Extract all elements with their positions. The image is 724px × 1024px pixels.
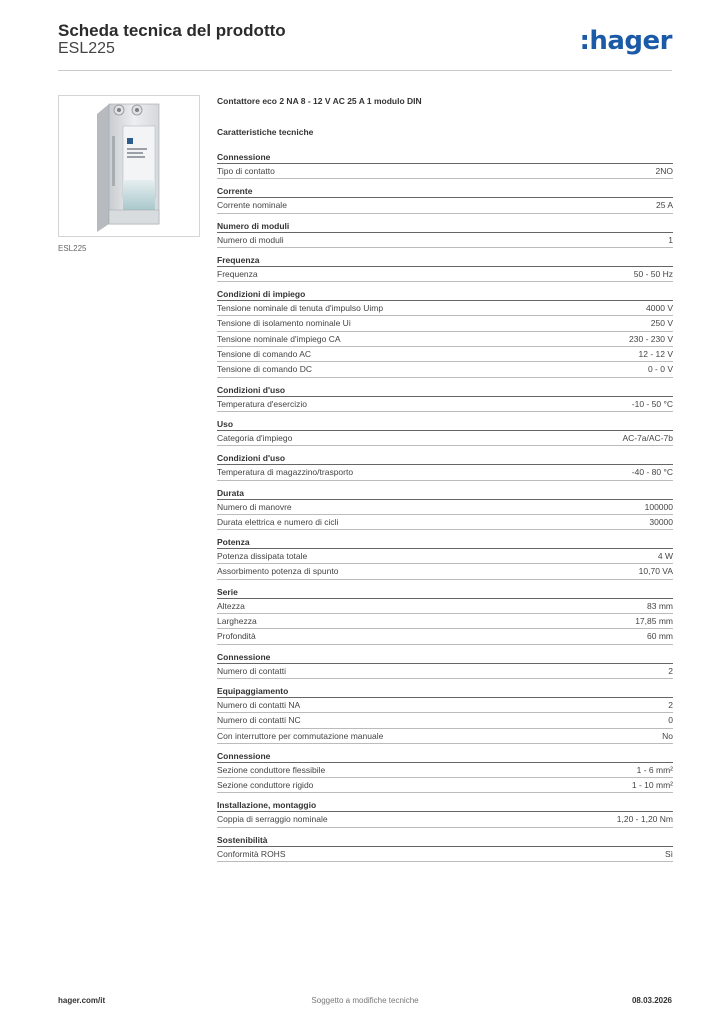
spec-label: Durata elettrica e numero di cicli [217,516,339,527]
section-title: Durata [217,485,673,500]
spec-row [217,812,673,827]
section-title: Uso [217,416,673,431]
spec-section [217,286,673,377]
spec-label: Categoria d'impiego [217,432,293,443]
spec-label: Tensione di comando AC [217,349,312,360]
spec-label: Numero di manovre [217,501,292,512]
page-header [58,20,672,71]
section-title: Equipaggiamento [217,683,673,698]
contactor-illustration [59,96,199,236]
tech-characteristics-title: Caratteristiche tecniche [217,127,314,137]
spec-value: 25 A [655,200,673,211]
section-title: Condizioni d'uso [217,450,673,465]
spec-label: Coppia di serraggio nominale [217,814,328,825]
section-title: Serie [217,584,673,599]
product-image [58,95,200,237]
spec-value: 30000 [649,516,673,527]
spec-row [217,515,673,530]
spec-value: 1 - 6 mm² [636,764,673,775]
spec-section [217,252,673,282]
spec-row [217,267,673,282]
spec-section [217,649,673,679]
spec-section [217,450,673,480]
hager-logo: :hager [579,26,672,56]
spec-section [217,218,673,248]
spec-label: Corrente nominale [217,200,287,211]
spec-section [217,584,673,645]
spec-section [217,183,673,213]
spec-value: 250 V [650,318,673,329]
spec-row [217,847,673,862]
spec-label: Altezza [217,600,245,611]
section-title: Connessione [217,748,673,763]
spec-row [217,599,673,614]
spec-row [217,778,673,793]
section-title: Sostenibilità [217,832,673,847]
spec-section [217,832,673,862]
spec-section [217,485,673,531]
section-title: Installazione, montaggio [217,797,673,812]
spec-label: Frequenza [217,268,258,279]
spec-content [217,95,673,862]
section-title: Condizioni d'uso [217,382,673,397]
spec-row [217,614,673,629]
spec-section [217,534,673,580]
spec-label: Con interruttore per commutazione manuale [217,730,384,741]
spec-value: -10 - 50 °C [631,398,673,409]
page-title: Scheda tecnica del prodotto [58,21,286,40]
spec-value: 0 - 0 V [647,364,673,375]
spec-label: Potenza dissipata totale [217,551,308,562]
page-footer [58,996,672,1010]
section-title: Corrente [217,183,673,198]
footer-date: 08.03.2026 [631,996,672,1005]
spec-row [217,629,673,644]
product-image-caption: ESL225 [58,244,87,253]
spec-row [217,164,673,179]
section-title: Potenza [217,534,673,549]
spec-value: Sì [664,848,673,859]
spec-label: Tensione nominale di tenuta d'impulso Uimp [217,303,384,314]
spec-value: 60 mm [647,631,673,642]
spec-row [217,431,673,446]
spec-label: Conformità ROHS [217,848,286,859]
spec-value: 0 [668,715,673,726]
product-description: Contattore eco 2 NA 8 - 12 V AC 25 A 1 modulo DIN [217,96,422,106]
spec-row [217,500,673,515]
spec-value: 83 mm [647,600,673,611]
spec-label: Temperatura di magazzino/trasporto [217,467,354,478]
spec-section [217,382,673,412]
spec-section [217,683,673,744]
spec-value: 230 - 230 V [629,333,673,344]
spec-row [217,713,673,728]
spec-label: Numero di contatti NA [217,699,301,710]
spec-label: Sezione conduttore flessibile [217,764,326,775]
spec-value: 4000 V [646,303,673,314]
spec-value: 1 [668,234,673,245]
spec-label: Numero di contatti [217,665,286,676]
section-title: Condizioni di impiego [217,286,673,301]
spec-label: Numero di moduli [217,234,284,245]
spec-row [217,763,673,778]
spec-section [217,416,673,446]
spec-sections [217,149,673,862]
spec-row [217,301,673,316]
spec-label: Temperatura d'esercizio [217,398,307,409]
footer-website: hager.com/it [58,996,106,1005]
spec-row [217,316,673,331]
spec-section [217,149,673,179]
spec-label: Tensione di comando DC [217,364,312,375]
spec-row [217,397,673,412]
spec-row [217,233,673,248]
spec-value: 12 - 12 V [638,349,673,360]
spec-value: No [662,730,673,741]
spec-row [217,347,673,362]
spec-section [217,748,673,794]
spec-label: Larghezza [217,616,257,627]
spec-row [217,549,673,564]
spec-row [217,465,673,480]
footer-notice: Soggetto a modifiche tecniche [311,996,419,1005]
section-title: Connessione [217,149,673,164]
spec-value: 2 [668,665,673,676]
spec-row [217,698,673,713]
spec-value: 100000 [644,501,673,512]
spec-row [217,198,673,213]
spec-value: 50 - 50 Hz [633,268,673,279]
spec-row [217,564,673,579]
spec-row [217,332,673,347]
spec-value: AC-7a/AC-7b [622,432,673,443]
spec-label: Numero di contatti NC [217,715,301,726]
spec-label: Tensione di isolamento nominale Ui [217,318,351,329]
section-title: Connessione [217,649,673,664]
spec-value: 1,20 - 1,20 Nm [616,814,673,825]
spec-label: Assorbimento potenza di spunto [217,566,339,577]
spec-label: Tipo di contatto [217,166,275,176]
spec-label: Sezione conduttore rigido [217,780,314,791]
spec-row [217,729,673,744]
spec-label: Profondità [217,631,256,642]
spec-value: 4 W [657,551,673,562]
spec-row [217,664,673,679]
product-code: ESL225 [58,40,115,57]
spec-value: 1 - 10 mm² [631,780,673,791]
spec-value: 17,85 mm [635,616,673,627]
spec-value: 2 [668,699,673,710]
spec-label: Tensione nominale d'impiego CA [217,333,341,344]
spec-value: 2NO [655,166,673,176]
spec-row [217,362,673,377]
section-title: Frequenza [217,252,673,267]
spec-value: -40 - 80 °C [631,467,673,478]
section-title: Numero di moduli [217,218,673,233]
spec-value: 10,70 VA [638,566,673,577]
spec-section [217,797,673,827]
